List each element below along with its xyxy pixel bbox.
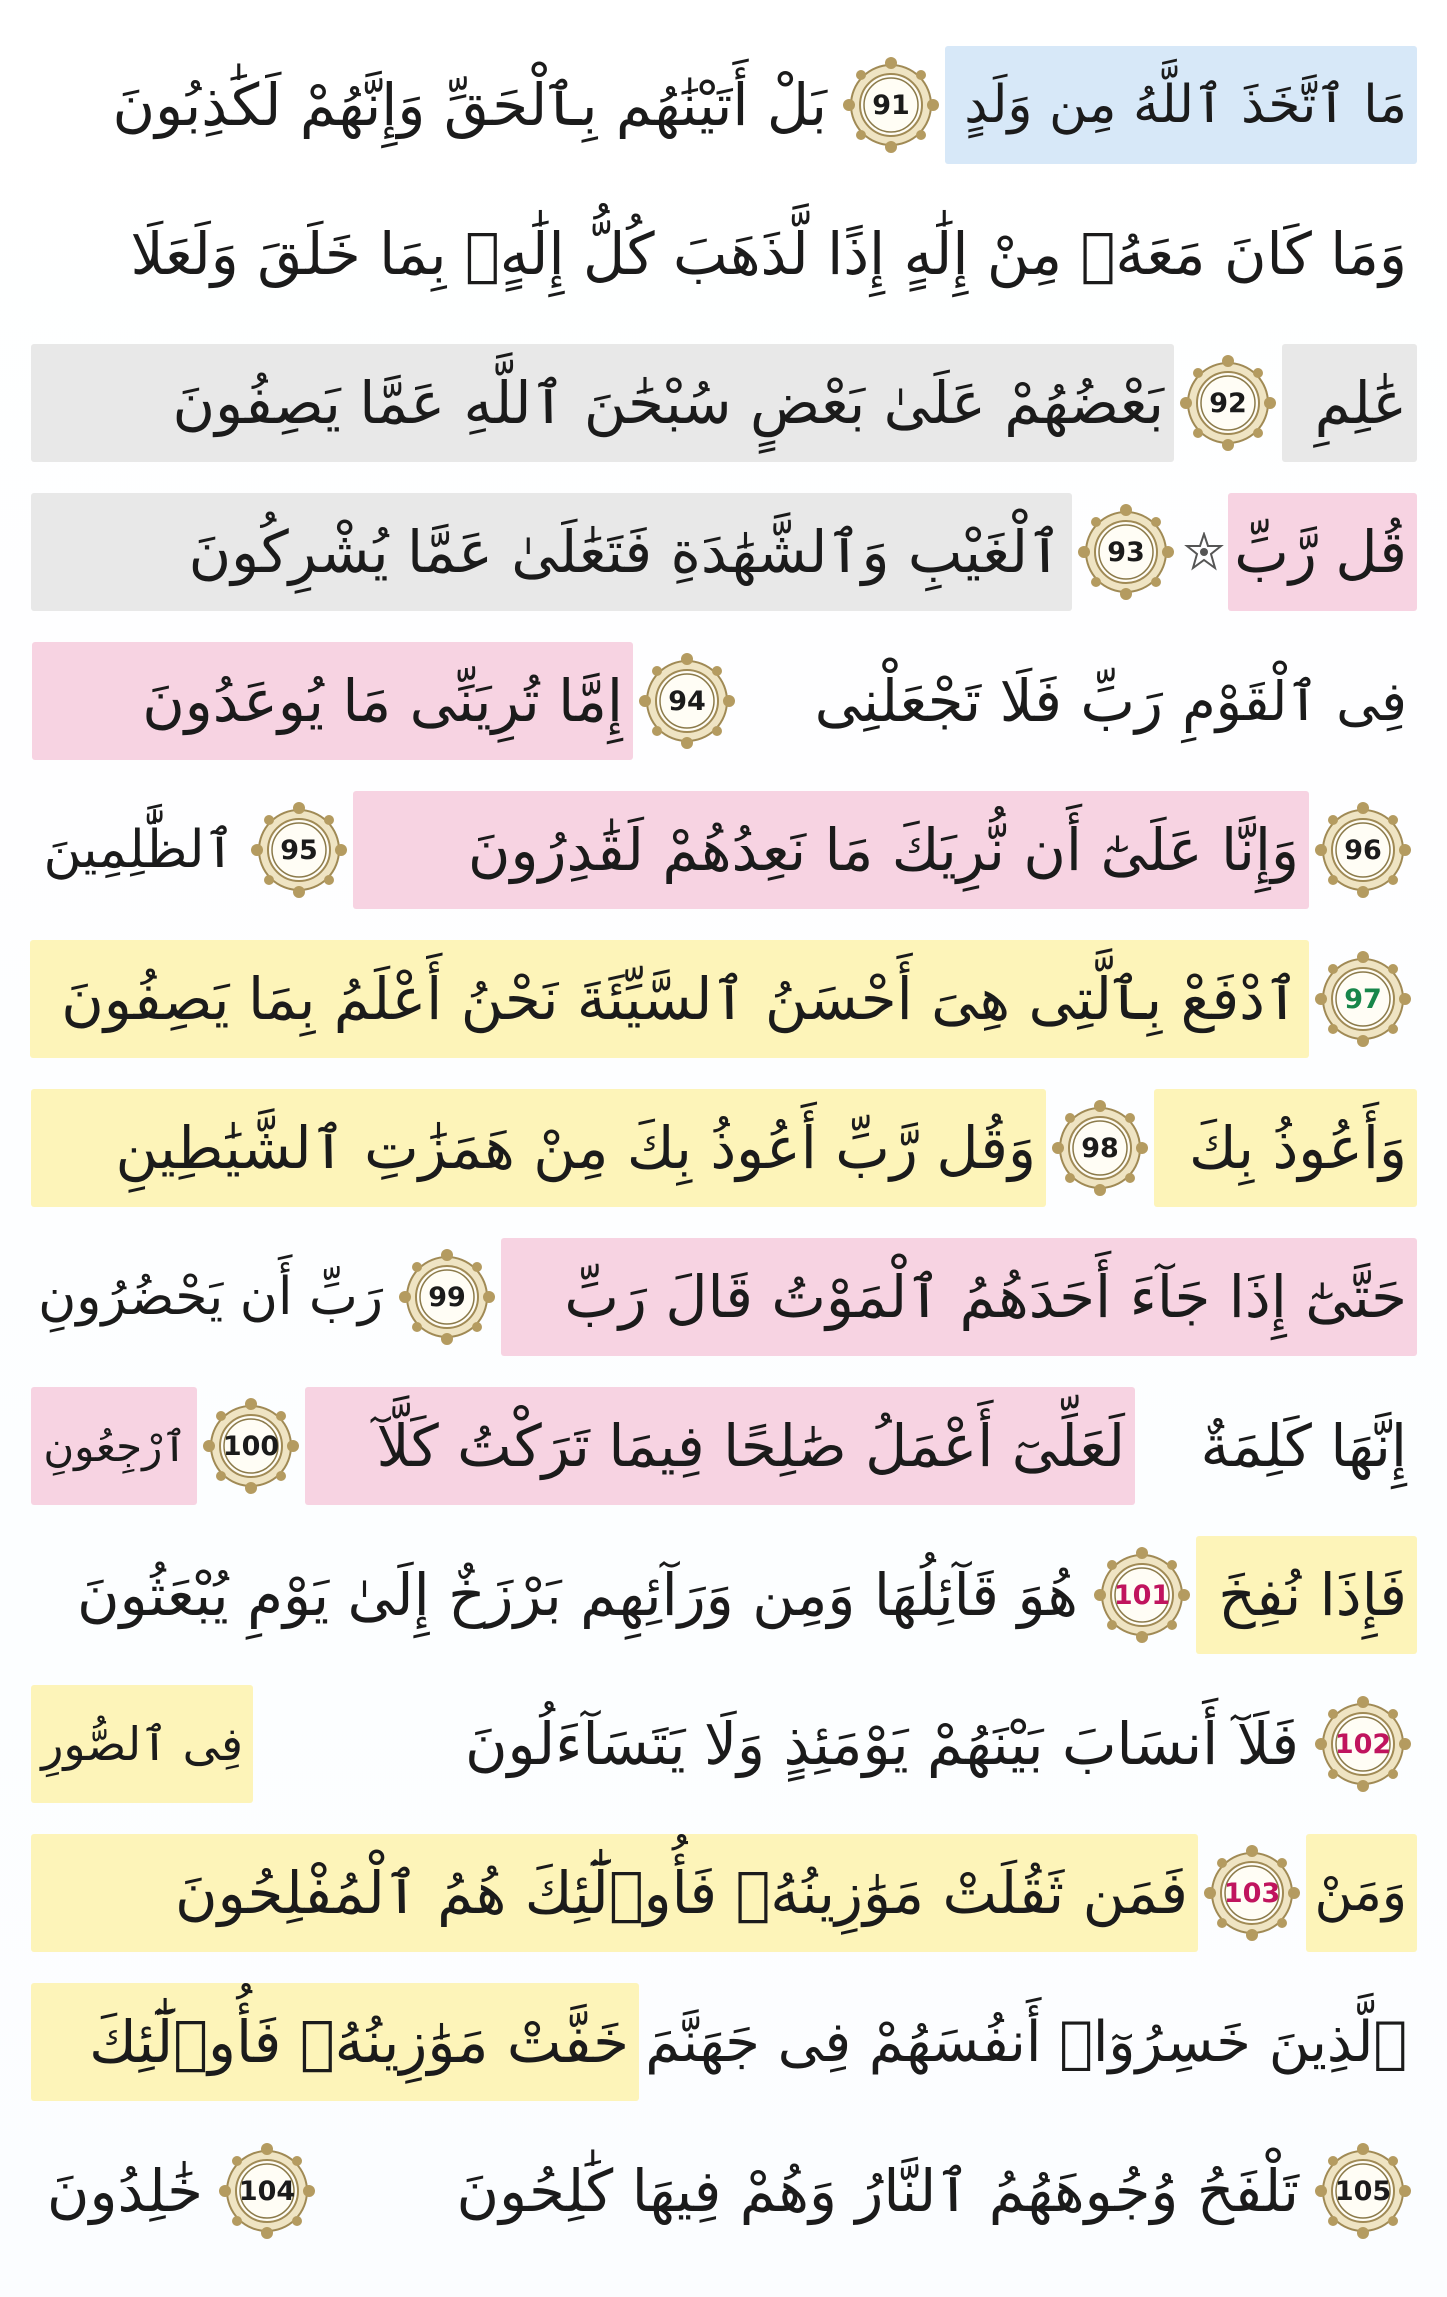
text-line	[30, 328, 1417, 478]
verse-text-segment	[945, 46, 1417, 164]
verse-text: فِى ٱلصُّورِ	[41, 1717, 243, 1771]
ayah-number: 103	[1223, 1877, 1281, 1909]
verse-text: ٱلْغَيْبِ وَٱلشَّهَٰدَةِ فَتَعَٰلَىٰ عَمَّا يُشْرِكُونَ	[188, 518, 1062, 586]
verse-text-segment	[639, 1983, 1417, 2101]
verse-text-segment	[1282, 344, 1417, 462]
ayah-number-marker	[203, 1398, 299, 1494]
verse-text-segment	[31, 2132, 213, 2250]
verse-text: لَعَلِّىٓ أَعْمَلُ صَٰلِحًا فِيمَا تَرَكْتُ كَلَّآ	[376, 1412, 1125, 1480]
ayah-number: 97	[1344, 983, 1382, 1015]
ayah-number: 100	[222, 1430, 280, 1462]
text-line	[30, 924, 1417, 1074]
verse-text: رَبِّ فَلَا تَجْعَلْنِى	[814, 667, 1163, 735]
verse-text-segment	[32, 642, 633, 760]
verse-text-segment	[31, 493, 1072, 611]
ayah-number: 91	[872, 89, 910, 121]
verse-text-segment	[31, 1983, 639, 2101]
verse-text: فَإِذَا نُفِخَ	[1218, 1561, 1407, 1629]
ayah-number-marker	[399, 1249, 495, 1345]
verse-text: وَإِنَّا عَلَىٰٓ أَن نُّرِيَكَ مَا نَعِدُهُمْ لَقَٰدِرُونَ	[467, 816, 1299, 884]
verse-text-segment	[1228, 493, 1417, 611]
verse-text-segment	[31, 791, 245, 909]
text-line	[30, 1073, 1417, 1223]
ayah-number-marker	[1052, 1100, 1148, 1196]
ayah-number-marker	[639, 653, 735, 749]
ayah-number-marker	[251, 802, 347, 898]
verse-text-segment	[31, 1238, 393, 1356]
verse-text-segment	[501, 1238, 1417, 1356]
verse-text: ٱرْجِعُونِ	[43, 1421, 187, 1471]
text-line	[30, 1669, 1417, 1819]
verse-text-segment	[305, 1387, 1135, 1505]
verse-text: تَلْفَحُ وُجُوهَهُمُ ٱلنَّارُ وَهُمْ فِيهَا كَٰلِحُونَ	[456, 2157, 1299, 2225]
ayah-number: 98	[1081, 1132, 1119, 1164]
verse-text: وَقُل رَّبِّ أَعُوذُ بِكَ مِنْ هَمَزَٰتِ ٱلشَّيَٰطِينِ	[115, 1114, 1036, 1182]
verse-text: بَلْ أَتَيْنَٰهُم بِٱلْحَقِّ وَإِنَّهُمْ لَكَٰذِبُونَ	[112, 71, 827, 139]
text-line	[30, 626, 1417, 776]
verse-text: عَٰلِمِ	[1314, 369, 1407, 437]
verse-text-segment	[353, 791, 1309, 909]
ayah-number-marker	[1315, 2143, 1411, 2239]
ayah-number: 92	[1209, 387, 1247, 419]
verse-text: خَفَّتْ مَوَٰزِينُهُۥ فَأُو۟لَٰٓئِكَ	[89, 2008, 629, 2076]
verse-text: قُل رَّبِّ	[1234, 518, 1407, 586]
ayah-number-marker	[1315, 1696, 1411, 1792]
ayah-number-marker	[1315, 951, 1411, 1047]
text-line	[30, 1222, 1417, 1372]
verse-text: فِى ٱلْقَوْمِ	[1182, 669, 1407, 733]
verse-text: إِمَّا تُرِيَنِّى مَا يُوعَدُونَ	[142, 667, 623, 735]
verse-text: ٱلَّذِينَ خَسِرُوٓا۟ أَنفُسَهُمْ فِى جَهَنَّمَ	[645, 2009, 1407, 2075]
text-line	[30, 775, 1417, 925]
ayah-number: 95	[280, 834, 318, 866]
text-line	[30, 1967, 1417, 2117]
verse-text-segment	[253, 1685, 1309, 1803]
ayah-number-marker	[1078, 504, 1174, 600]
ayah-number: 105	[1334, 2175, 1392, 2207]
ayah-number-marker	[219, 2143, 315, 2239]
ayah-number: 96	[1344, 834, 1382, 866]
verse-text: وَأَعُوذُ بِكَ	[1189, 1114, 1407, 1182]
verse-text-segment	[31, 1536, 1088, 1654]
verse-text: إِنَّهَا كَلِمَةٌ	[1200, 1412, 1407, 1480]
verse-text-segment	[31, 1834, 1198, 1952]
verse-text-segment	[30, 195, 1417, 313]
verse-text-segment	[31, 1089, 1046, 1207]
sajda-star-icon	[1184, 532, 1224, 572]
ayah-number-marker	[1180, 355, 1276, 451]
ayah-number: 101	[1113, 1579, 1171, 1611]
verse-text-segment	[1135, 1387, 1417, 1505]
verse-text-segment	[1196, 1536, 1417, 1654]
verse-text-segment	[321, 2132, 1309, 2250]
verse-text: خَٰلِدُونَ	[46, 2157, 203, 2225]
text-line	[30, 179, 1417, 329]
text-line	[30, 1520, 1417, 1670]
verse-text: ٱدْفَعْ بِٱلَّتِى هِىَ أَحْسَنُ ٱلسَّيِّئَةَ نَحْنُ أَعْلَمُ بِمَا يَصِفُونَ	[61, 965, 1299, 1033]
verse-text-segment	[1306, 1834, 1417, 1952]
verse-text: رَبِّ أَن يَحْضُرُونِ	[38, 1267, 383, 1327]
verse-text: هُوَ قَآئِلُهَا وَمِن وَرَآئِهِم بَرْزَخٌ إِلَىٰ يَوْمِ يُبْعَثُونَ	[76, 1561, 1078, 1629]
text-line	[30, 1818, 1417, 1968]
verse-text: فَمَن ثَقُلَتْ مَوَٰزِينُهُۥ فَأُو۟لَٰٓئِكَ هُمُ ٱلْمُفْلِحُونَ	[175, 1859, 1188, 1927]
verse-text-segment	[31, 1685, 253, 1803]
verse-text-segment	[1173, 642, 1417, 760]
verse-text-segment	[31, 1387, 197, 1505]
ayah-number: 94	[668, 685, 706, 717]
ayah-number-marker	[1094, 1547, 1190, 1643]
verse-text: مَا ٱتَّخَذَ ٱللَّهُ مِن وَلَدٍ	[964, 75, 1407, 135]
ayah-number: 104	[238, 2175, 296, 2207]
text-line	[30, 2116, 1417, 2266]
verse-text: فَلَآ أَنسَابَ بَيْنَهُمْ يَوْمَئِذٍ وَلَا يَتَسَآءَلُونَ	[464, 1710, 1299, 1778]
verse-text-segment	[31, 46, 837, 164]
ayah-number-marker	[1204, 1845, 1300, 1941]
text-line	[30, 477, 1417, 627]
verse-text-segment	[30, 940, 1309, 1058]
verse-text: وَمَا كَانَ مَعَهُۥ مِنْ إِلَٰهٍ إِذًا لَّذَهَبَ كُلُّ إِلَٰهٍۭ بِمَا خَلَقَ وَلَعَلَا	[130, 220, 1407, 288]
ayah-number-marker	[1315, 802, 1411, 898]
verse-text: حَتَّىٰٓ إِذَا جَآءَ أَحَدَهُمُ ٱلْمَوْتُ قَالَ رَبِّ	[564, 1263, 1407, 1331]
ayah-number: 102	[1334, 1728, 1392, 1760]
ayah-number-marker	[843, 57, 939, 153]
verse-text-segment	[1154, 1089, 1417, 1207]
text-line	[30, 30, 1417, 180]
verse-text-segment	[741, 642, 1173, 760]
ayah-number: 99	[428, 1281, 466, 1313]
verse-text-segment	[31, 344, 1174, 462]
verse-text: ٱلظَّٰلِمِينَ	[43, 820, 235, 880]
verse-text: بَعْضُهُمْ عَلَىٰ بَعْضٍ سُبْحَٰنَ ٱللَّهِ عَمَّا يَصِفُونَ	[172, 369, 1164, 437]
text-line	[30, 1371, 1417, 1521]
ayah-number: 93	[1107, 536, 1145, 568]
verse-text: وَمَنْ	[1314, 1863, 1407, 1923]
